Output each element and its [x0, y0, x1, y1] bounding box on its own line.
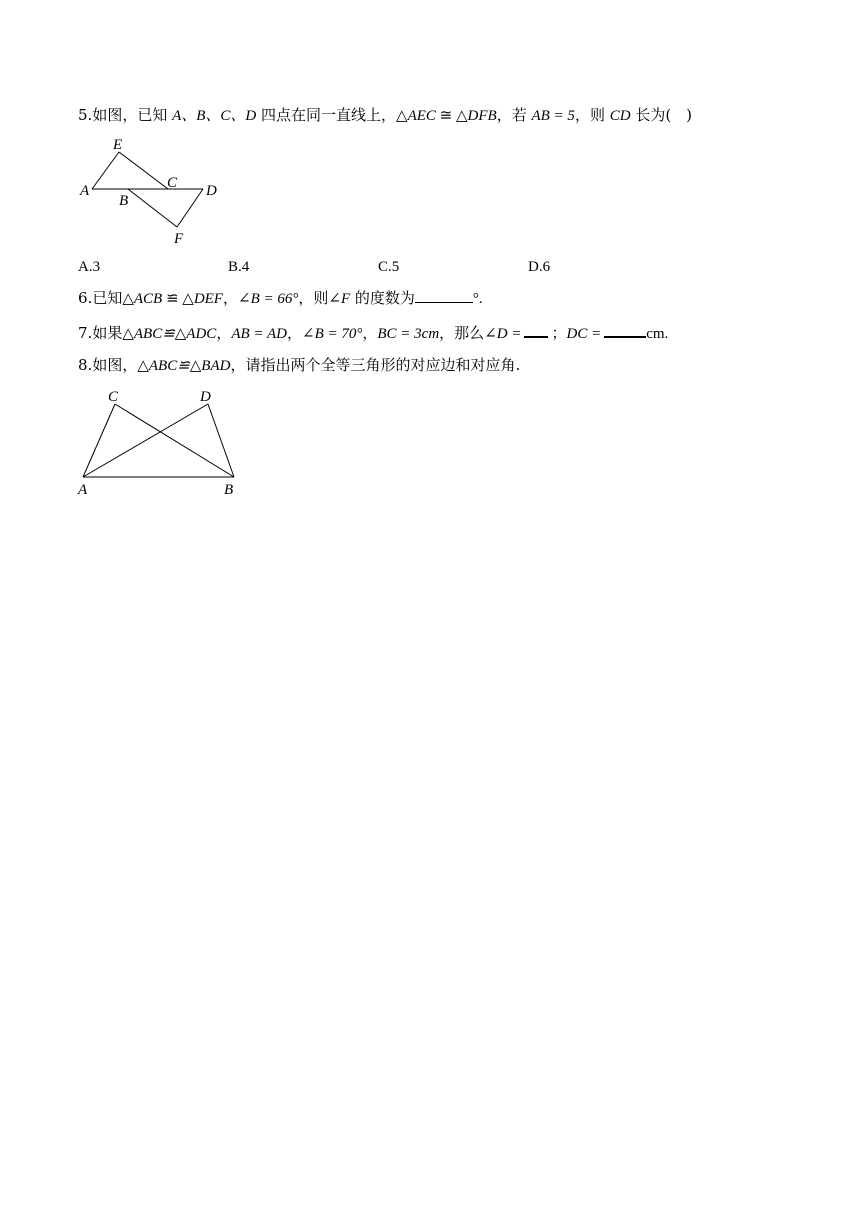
- q5-text-a: 如图，已知: [92, 106, 173, 124]
- q5-label-d: D: [206, 183, 217, 199]
- q5-line-fd: [177, 189, 203, 227]
- q8-label-c: C: [108, 389, 119, 405]
- q5-choice-a: A.3: [78, 259, 101, 275]
- q6-text-a: 已知: [92, 289, 123, 307]
- q5-segment: CD: [609, 108, 631, 124]
- q7-eq-1: AB = AD: [231, 326, 287, 342]
- q5-choice-c: C.5: [378, 259, 400, 275]
- q8-line-cb: [115, 404, 234, 477]
- q6-text-b: ，: [222, 289, 238, 307]
- q5-line-bf: [128, 189, 177, 227]
- q6-triangle-1: △ACB: [122, 291, 163, 307]
- q7-length-blank[interactable]: [604, 322, 646, 338]
- q7-eq-2: ∠B = 70°: [302, 326, 363, 342]
- q6-text-c: ，则: [298, 289, 329, 307]
- q7-sep-1: ，: [216, 324, 232, 342]
- q7-text-a: 如果: [92, 324, 123, 342]
- q5-stem: [78, 105, 692, 126]
- q7-stem: [78, 322, 668, 344]
- q7-congruence: △ABC≌△ADC: [122, 326, 217, 342]
- q7-angle-blank[interactable]: [524, 322, 548, 338]
- q8-label-d: D: [200, 389, 211, 405]
- q5-choice-b: B.4: [228, 259, 250, 275]
- q7-sep-2: ，: [287, 324, 303, 342]
- q8-line-ad: [83, 404, 208, 477]
- q5-line-ae: [92, 152, 119, 189]
- q8-figure: [72, 384, 252, 500]
- q7-angle-d: ∠D =: [484, 326, 522, 342]
- q6-congruent-symbol: ≌: [162, 291, 183, 307]
- q5-points: A、B、C、D: [172, 108, 257, 124]
- q5-given-equation: AB = 5: [531, 108, 575, 124]
- q8-text-a: 如图，: [92, 356, 138, 374]
- q7-eq-3: BC = 3cm: [377, 326, 440, 342]
- q5-choice-d: D.6: [528, 259, 551, 275]
- q8-line-ac: [83, 404, 115, 477]
- q5-label-e: E: [113, 137, 123, 153]
- q5-label-c: C: [167, 175, 178, 191]
- q5-text-d: ，则: [574, 106, 610, 124]
- q8-label-a: A: [78, 482, 88, 498]
- q7-number: 7.: [78, 324, 93, 342]
- q7-unit: cm.: [646, 326, 669, 342]
- q6-number: 6.: [78, 289, 93, 307]
- q8-stem: [78, 355, 520, 376]
- q8-label-b: B: [224, 482, 234, 498]
- q5-figure: [75, 132, 235, 250]
- q5-triangle-2: △DFB: [456, 108, 497, 124]
- q5-label-f: F: [174, 231, 184, 247]
- q5-text-c: ，若: [496, 106, 532, 124]
- q6-target-angle: ∠F: [328, 291, 351, 307]
- q8-text-b: ，请指出两个全等三角形的对应边和对应角.: [230, 356, 521, 374]
- q7-sep-4: ；: [551, 324, 567, 342]
- q6-given-angle: ∠B = 66°: [238, 291, 299, 307]
- q5-number: 5.: [78, 106, 93, 124]
- q5-label-a: A: [80, 183, 90, 199]
- q6-degree-suffix: °.: [472, 291, 483, 307]
- q6-answer-blank[interactable]: [415, 288, 473, 303]
- q5-congruent-symbol: ≅: [435, 108, 456, 124]
- q7-sep-3: ，: [362, 324, 378, 342]
- q6-triangle-2: △DEF: [182, 291, 223, 307]
- q6-text-d: 的度数为: [350, 289, 415, 307]
- q7-segment-dc: DC =: [566, 326, 602, 342]
- q7-text-b: ，那么: [439, 324, 485, 342]
- q5-triangle-1: △AEC: [396, 108, 436, 124]
- q8-number: 8.: [78, 356, 93, 374]
- q5-line-ec: [119, 152, 168, 189]
- q8-line-db: [208, 404, 234, 477]
- q8-congruence: △ABC≌△BAD: [137, 358, 231, 374]
- q5-text-e: 长为( ): [630, 106, 693, 124]
- q5-label-b: B: [119, 193, 129, 209]
- q6-stem: [78, 288, 483, 309]
- q5-text-b: 四点在同一直线上，: [256, 106, 397, 124]
